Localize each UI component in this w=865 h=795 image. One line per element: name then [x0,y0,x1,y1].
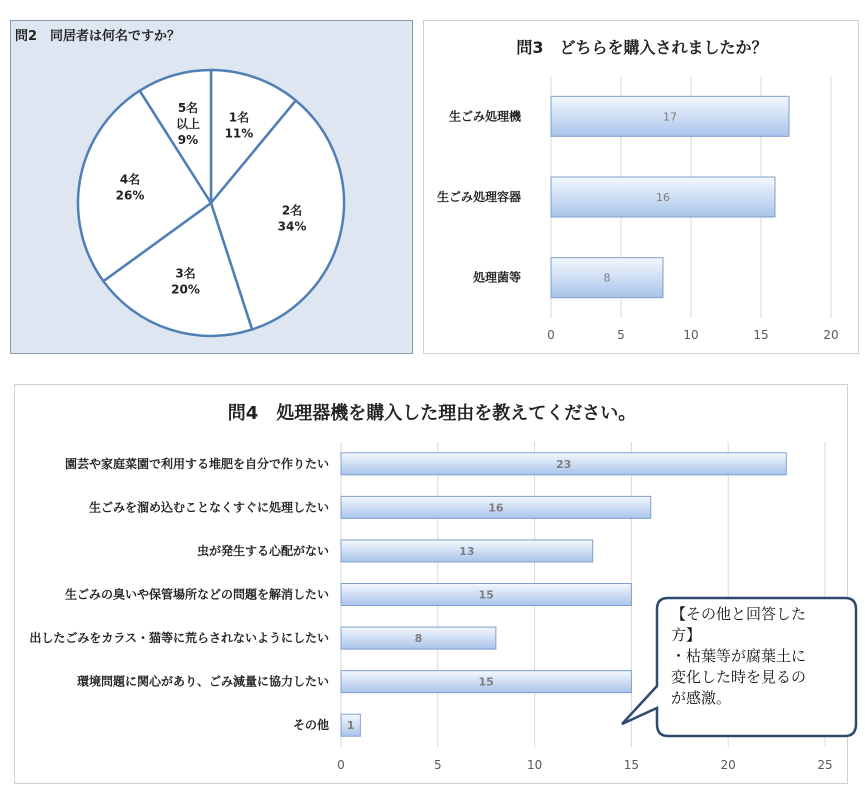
x-tick-label: 10 [683,328,699,342]
bar-value-label: 1 [346,719,355,733]
pie-chart [11,21,414,355]
category-label: 生ごみを溜め込むことなくすぐに処理したい [88,500,329,515]
x-tick-label: 0 [337,758,345,772]
x-tick-label: 20 [720,758,736,772]
bar-value-label: 15 [478,675,494,689]
callout-line: が感激。 [671,689,732,707]
x-tick-label: 20 [823,328,839,342]
bar-value-label: 16 [656,191,670,204]
q3-bar-chart-panel [423,20,859,354]
pie-slice-label: 5名 [177,100,199,115]
bar-value-label: 17 [663,110,677,124]
bar-value-label: 16 [488,501,504,515]
q3-chart-title: 問3 どちらを購入されましたか？ [516,38,768,57]
pie-slice-label: 2名 [281,203,303,218]
pie-slice-label: 以上 [175,116,201,131]
pie-slice-label: 3名 [175,266,196,281]
q3-bar-chart [424,21,860,355]
category-label: その他 [292,718,329,733]
x-tick-label: 5 [433,758,442,772]
q4-chart-title: 問4 処理器機を購入した理由を教えてください。 [227,403,637,424]
x-tick-label: 0 [547,328,555,342]
pie-slice-percent: 34% [277,219,307,234]
category-label: 園芸や家庭菜園で利用する堆肥を自分で作りたい [64,456,329,471]
bar-value-label: 8 [603,271,611,285]
x-tick-label: 15 [753,328,769,342]
bar-value-label: 15 [478,588,494,602]
x-tick-label: 10 [526,758,543,772]
callout-line: 方】 [671,626,702,644]
callout-line: 【その他と回答した [671,605,807,623]
pie-slice-percent: 20% [171,282,200,297]
pie-slice-percent: 11% [224,126,254,141]
callout-line: 変化した時を見るの [671,668,807,686]
pie-slice-label: 4名 [119,172,141,187]
category-label: 生ごみの臭いや保管場所などの問題を解消したい [64,587,329,602]
category-label: 生ごみ処理機 [448,109,521,124]
bar-value-label: 23 [555,457,572,471]
bar-value-label: 8 [414,632,423,646]
pie-slice-percent: 26% [115,188,145,203]
category-label: 環境問題に関心があり、ごみ減量に協力したい [76,674,329,689]
pie-slice-percent: 9% [177,132,199,147]
category-label: 出したごみをカラス・猫等に荒らされないようにしたい [29,631,329,646]
pie-chart-panel [10,20,413,354]
callout-line: ・枯葉等が腐葉土に [671,647,807,665]
x-tick-label: 5 [617,328,625,342]
category-label: 生ごみ処理容器 [436,190,521,204]
x-tick-label: 25 [817,758,833,772]
category-label: 処理菌等 [472,270,521,285]
bar-value-label: 13 [459,544,475,558]
x-tick-label: 15 [623,758,640,772]
pie-chart-title: 問2 同居者は何名ですか？ [15,29,181,44]
pie-slice-label: 1名 [228,110,250,125]
callout-text [671,604,851,709]
category-label: 虫が発生する心配がない [196,543,329,558]
